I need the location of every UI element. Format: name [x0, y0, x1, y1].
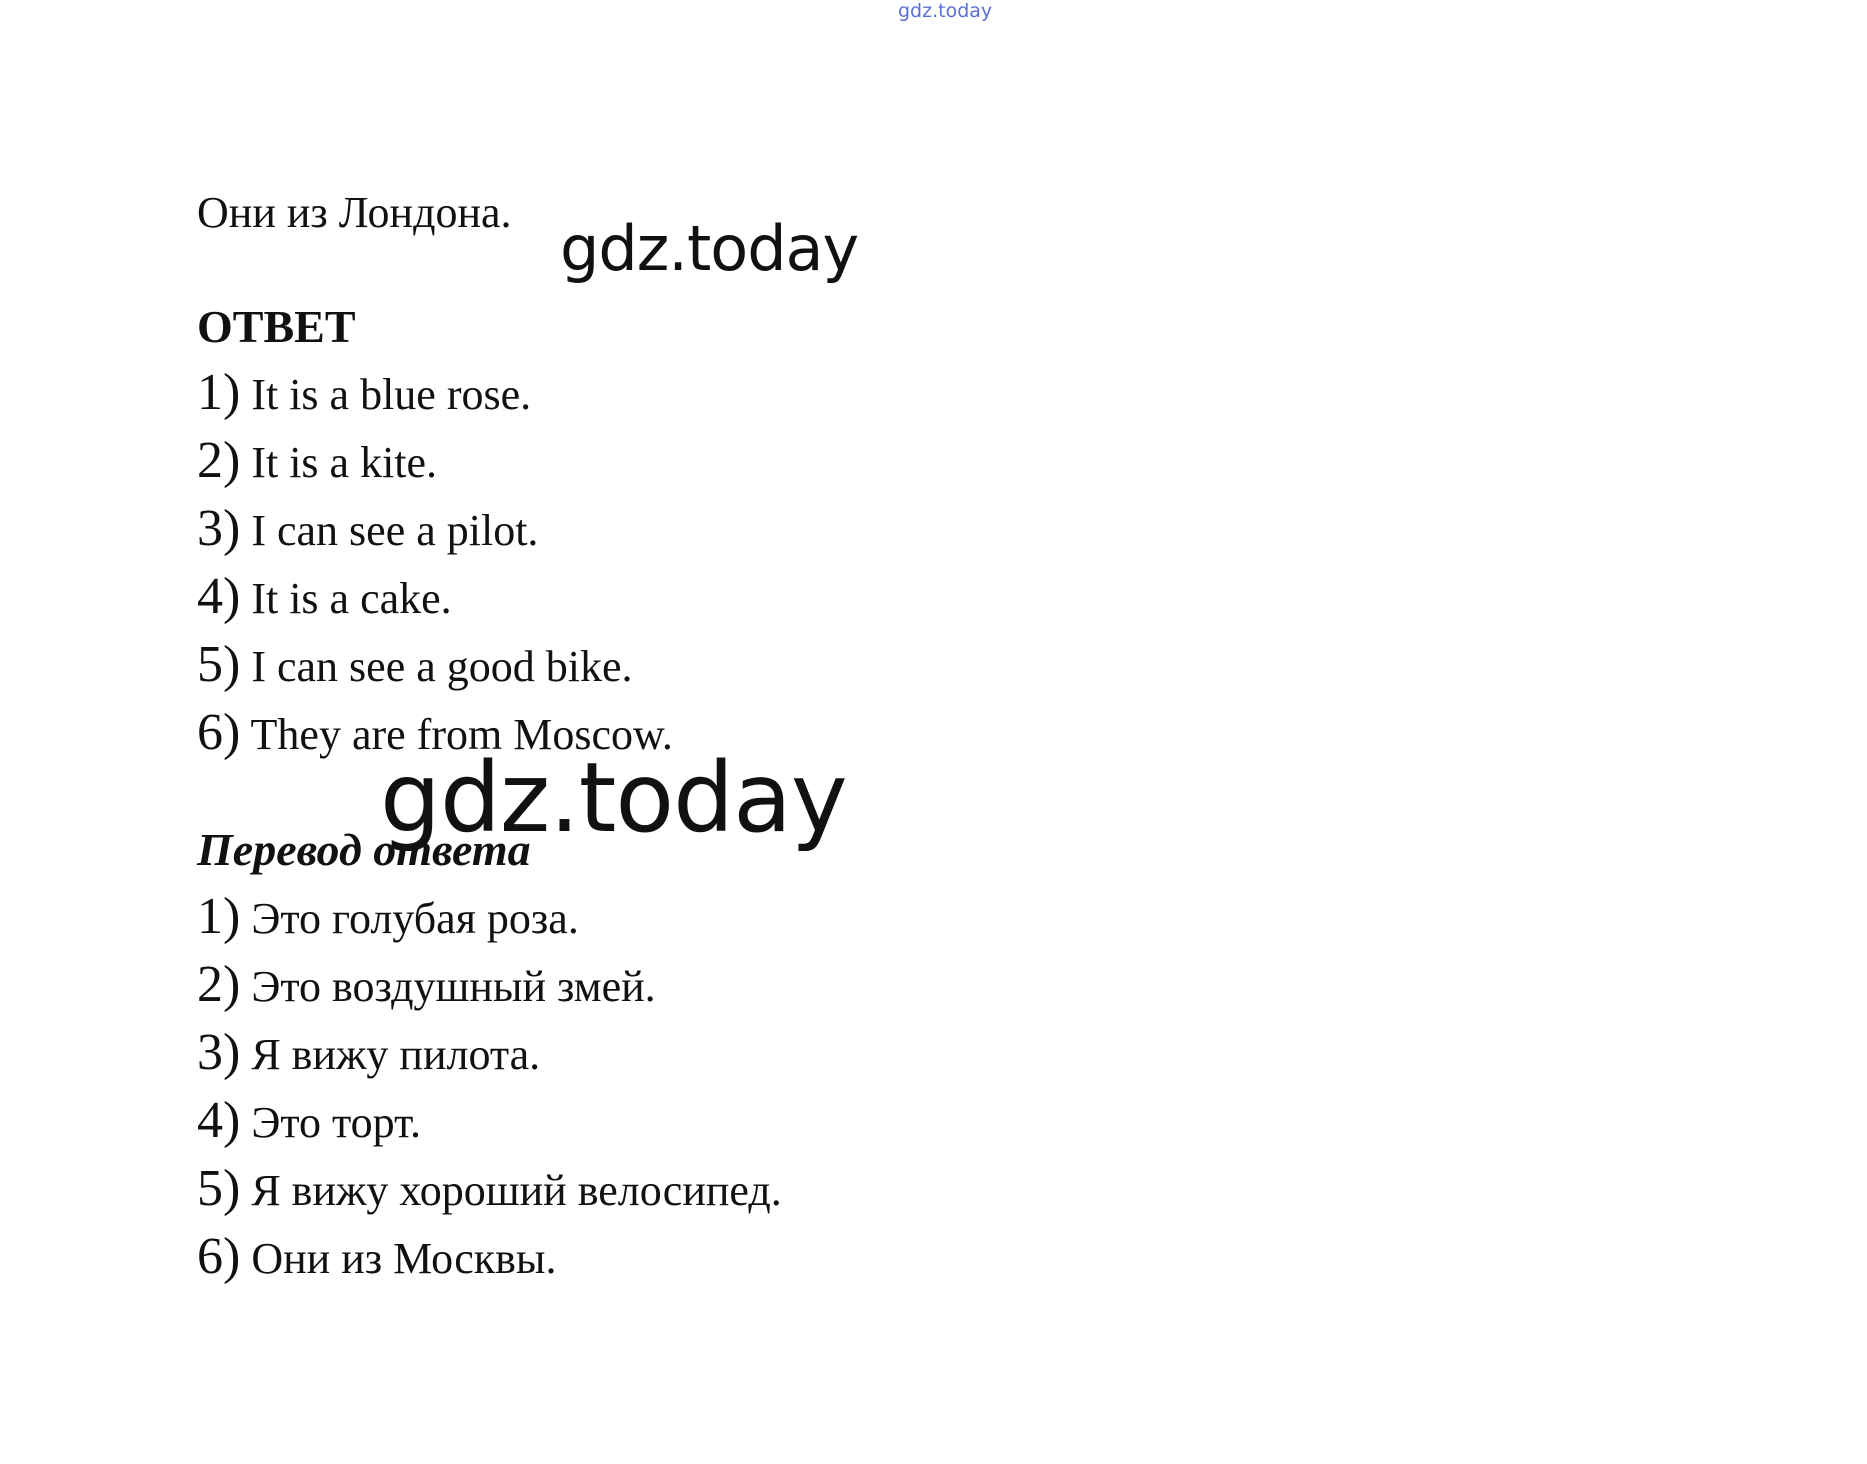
translation-item-number: 5)	[197, 1160, 241, 1217]
translation-item-text: Я вижу хороший велосипед.	[251, 1166, 782, 1215]
answer-item	[197, 364, 532, 421]
translation-item-number: 4)	[197, 1092, 241, 1149]
answer-item-number: 2)	[197, 432, 241, 489]
translation-heading: Перевод ответа	[197, 824, 531, 875]
answer-item	[197, 568, 452, 625]
answer-item-text: I can see a good bike.	[251, 642, 633, 691]
answer-item-number: 4)	[197, 568, 241, 625]
answer-heading: ОТВЕТ	[197, 301, 356, 352]
answer-item-text: It is a cake.	[251, 574, 452, 623]
translation-item-text: Это торт.	[251, 1098, 422, 1147]
translation-item-text: Я вижу пилота.	[251, 1030, 541, 1079]
answer-item	[197, 432, 438, 489]
answer-item-text: It is a kite.	[251, 438, 438, 487]
translation-item	[197, 956, 656, 1013]
answer-item-number: 3)	[197, 500, 241, 557]
translation-item	[197, 1092, 422, 1149]
answer-item	[197, 636, 633, 693]
translation-item-number: 2)	[197, 956, 241, 1013]
top-watermark: gdz.today	[898, 0, 993, 22]
translation-item-number: 6)	[197, 1228, 241, 1285]
watermark-large: gdz.today	[380, 742, 847, 854]
answer-item-number: 5)	[197, 636, 241, 693]
translation-item-text: Это воздушный змей.	[251, 962, 656, 1011]
answer-item-text: They are from Moscow.	[250, 710, 673, 759]
answer-item-text: It is a blue rose.	[251, 370, 532, 419]
translation-item-number: 1)	[197, 888, 241, 945]
translation-item-number: 3)	[197, 1024, 241, 1081]
intro-sentence: Они из Лондона.	[197, 188, 512, 237]
answer-item-text: I can see a pilot.	[251, 506, 539, 555]
translation-item	[197, 1228, 557, 1285]
answer-item-number: 1)	[197, 364, 241, 421]
answer-item	[197, 500, 539, 557]
translation-item-text: Это голубая роза.	[251, 894, 579, 943]
translation-item	[197, 1160, 782, 1217]
answer-item-number: 6)	[197, 704, 241, 761]
translation-item-text: Они из Москвы.	[251, 1234, 557, 1283]
translation-item	[197, 888, 579, 945]
watermark-middle: gdz.today	[560, 212, 859, 285]
translation-item	[197, 1024, 541, 1081]
